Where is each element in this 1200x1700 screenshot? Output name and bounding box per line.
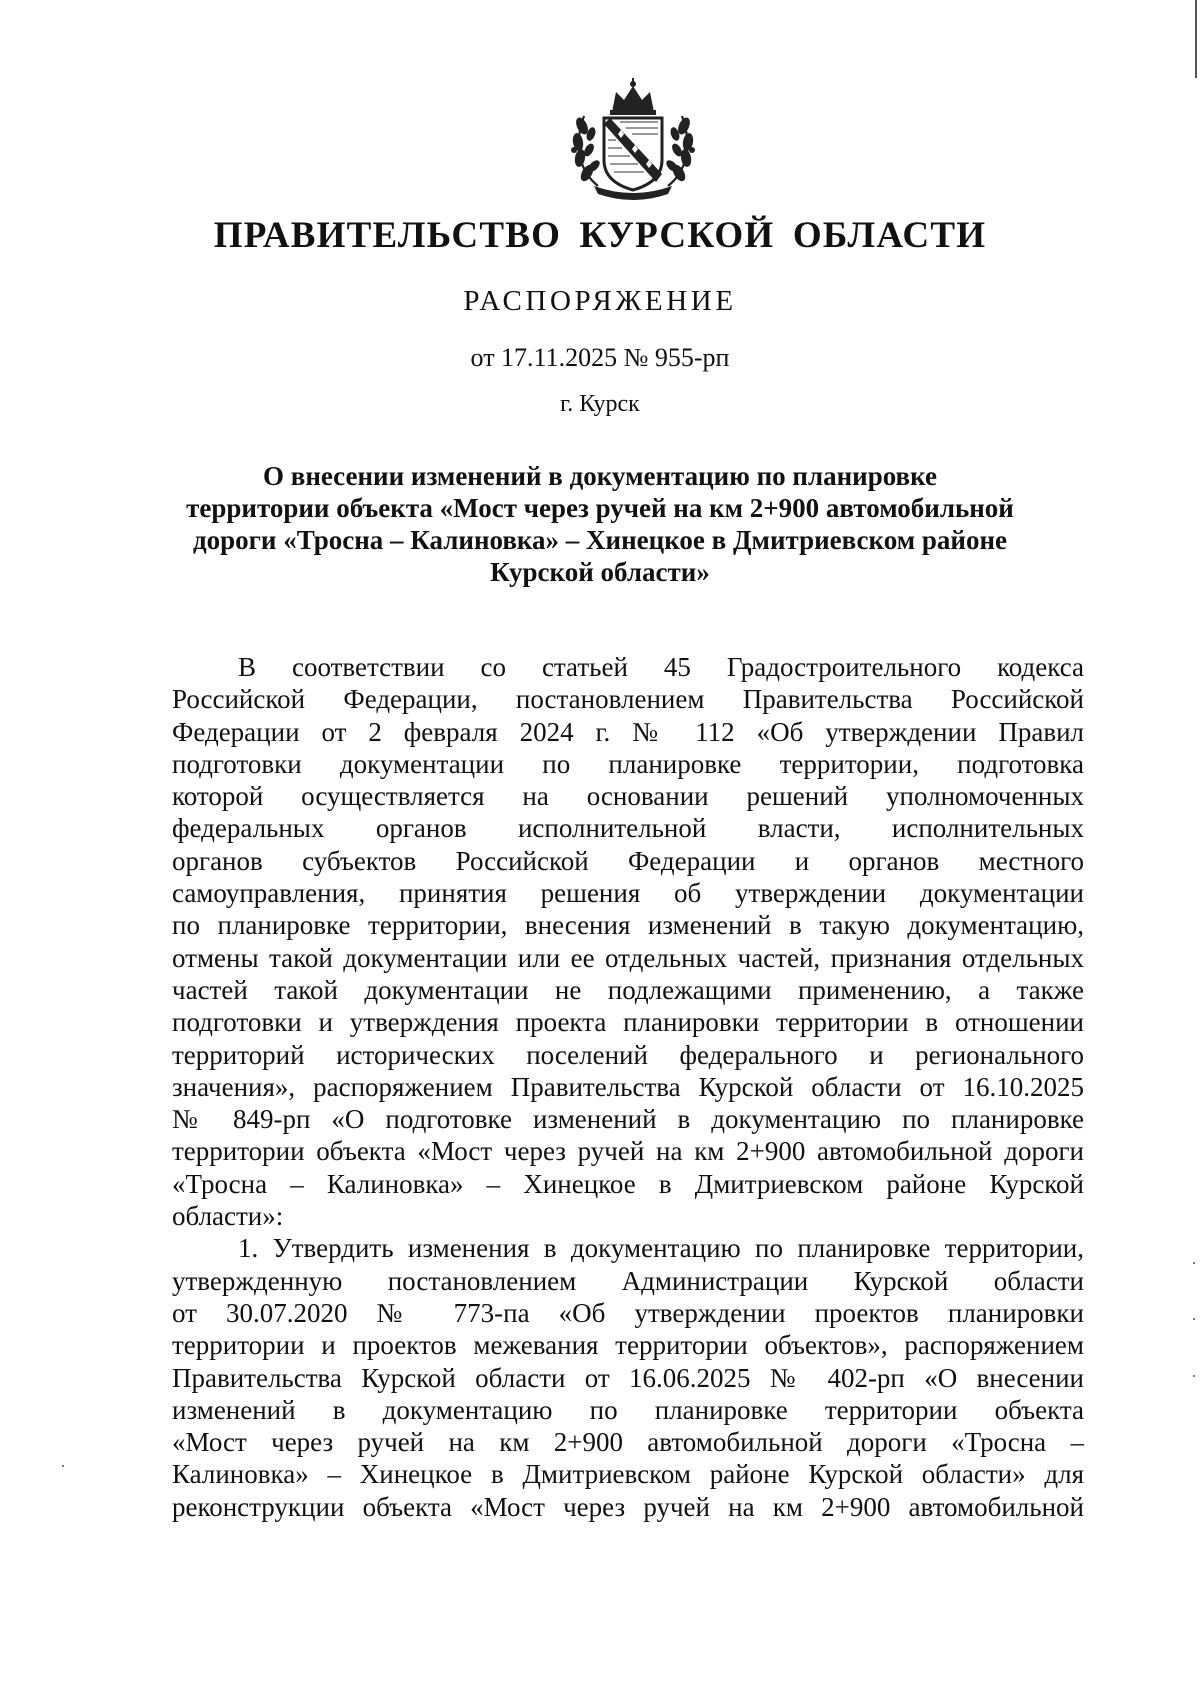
organization-title: ПРАВИТЕЛЬСТВО КУРСКОЙ ОБЛАСТИ [213, 215, 987, 256]
document-body [172, 651, 1084, 1523]
document-type: РАСПОРЯЖЕНИЕ [463, 285, 737, 317]
body-line: области»: [172, 1201, 284, 1232]
scan-edge-dot [1193, 1375, 1195, 1377]
body-line: подготовки документации по планировке территории, подготовка [172, 748, 1084, 779]
body-line: по планировке территории, внесения изменений в такую документацию, [172, 910, 1084, 941]
body-line: Российской Федерации, постановлением Правительства Российской [172, 684, 1084, 715]
body-line: федеральных органов исполнительной власти, исполнительных [172, 813, 1084, 844]
body-line: реконструкции объекта «Мост через ручей на км 2+900 автомобильной [172, 1491, 1084, 1522]
body-line: изменений в документацию по планировке территории объекта [172, 1394, 1084, 1425]
scan-edge-dot [1193, 1318, 1195, 1320]
body-line: территории и проектов межевания территории объектов», распоряжением [172, 1330, 1084, 1361]
document-subject [0, 460, 1200, 588]
subject-line: Курской области» [490, 557, 710, 587]
scan-edge-dot [62, 1465, 64, 1467]
body-line: утвержденную постановлением Администрации Курской области [172, 1265, 1084, 1296]
body-line: которой осуществляется на основании решений уполномоченных [172, 781, 1084, 812]
body-line: подготовки и утверждения проекта планировки территории в отношении [172, 1007, 1084, 1038]
scan-edge-line [1195, 0, 1197, 78]
body-line: частей такой документации не подлежащими применению, а также [172, 974, 1084, 1005]
body-line: «Мост через ручей на км 2+900 автомобильной дороги «Тросна – [172, 1427, 1084, 1458]
body-line: отмены такой документации или ее отдельных частей, признания отдельных [172, 942, 1084, 973]
body-line: Правительства Курской области от 16.06.2025 № 402-рп «О внесении [172, 1362, 1084, 1393]
body-line: органов субъектов Российской Федерации и органов местного [172, 845, 1084, 876]
document-number-date: от 17.11.2025 № 955-рп [470, 343, 730, 372]
body-line: значения», распоряжением Правительства Курской области от 16.10.2025 [172, 1071, 1084, 1102]
body-line: территорий исторических поселений федерального и регионального [172, 1039, 1084, 1070]
document-city: г. Курск [560, 391, 640, 417]
body-line: «Тросна – Калиновка» – Хинецкое в Дмитриевском районе Курской [172, 1168, 1084, 1199]
coat-of-arms-icon [560, 78, 706, 202]
scan-edge-dot [1193, 1262, 1195, 1264]
body-line: от 30.07.2020 № 773-па «Об утверждении проектов планировки [172, 1297, 1084, 1328]
body-line: № 849-рп «О подготовке изменений в документацию по планировке [172, 1104, 1084, 1135]
subject-line: дороги «Тросна – Калиновка» – Хинецкое в Дмитриевском районе [193, 525, 1007, 555]
body-line: 1. Утвердить изменения в документацию по планировке территории, [238, 1233, 1084, 1264]
body-line: Калиновка» – Хинецкое в Дмитриевском районе Курской области» для [172, 1459, 1084, 1490]
body-line: Федерации от 2 февраля 2024 г. № 112 «Об утверждении Правил [172, 716, 1084, 747]
body-line: территории объекта «Мост через ручей на км 2+900 автомобильной дороги [172, 1136, 1084, 1167]
subject-line: О внесении изменений в документацию по планировке [262, 461, 938, 491]
body-line: самоуправления, принятия решения об утверждении документации [172, 878, 1084, 909]
subject-line: территории объекта «Мост через ручей на км 2+900 автомобильной [186, 493, 1014, 523]
body-line: В соответствии со статьей 45 Градостроительного кодекса [238, 652, 1084, 682]
